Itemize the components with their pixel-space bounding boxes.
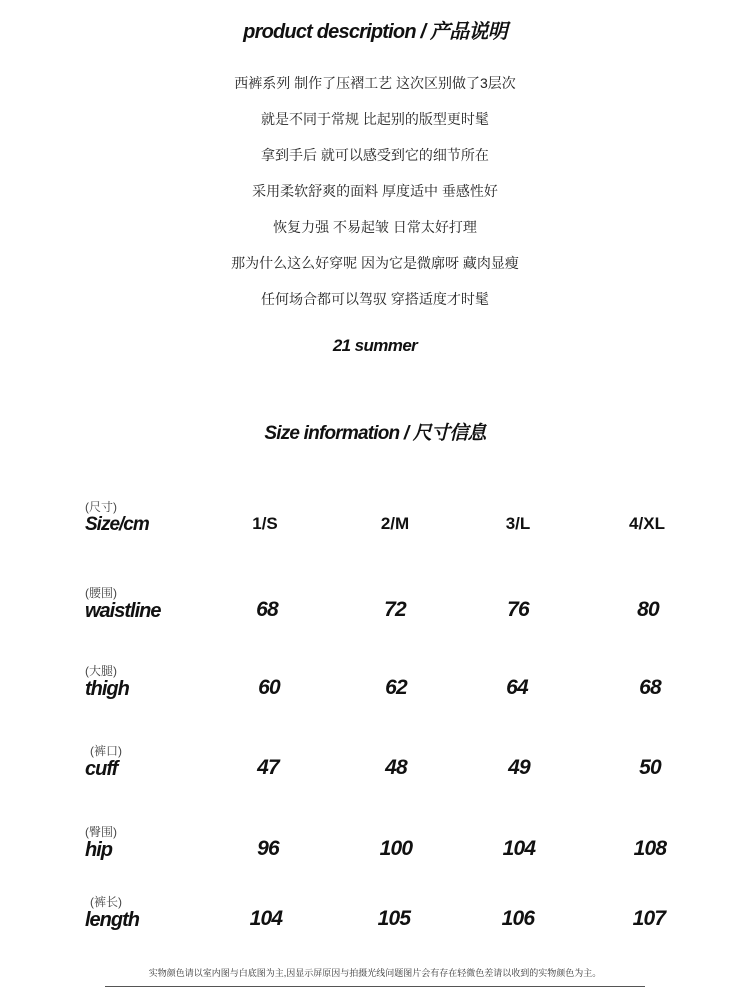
- color-disclaimer-footnote: 实物颜色请以室内图与白底图为主,因显示屏原因与拍摄光线问题图片会有存在轻微色差请以收到的实物颜色为主。: [148, 968, 602, 978]
- row-cn-label: (大腿): [85, 664, 117, 678]
- product-description-title: product description / 产品说明: [243, 21, 507, 43]
- size-value-cell: 72: [384, 598, 406, 621]
- size-row-thigh: [0, 662, 750, 712]
- season-label: 21 summer: [332, 336, 418, 355]
- row-en-label: waistline: [85, 600, 161, 622]
- size-value-cell: 64: [506, 676, 528, 699]
- description-line: 那为什么这么好穿呢 因为它是微廓呀 藏肉显瘦: [231, 255, 519, 271]
- size-row-length: [0, 893, 750, 943]
- size-value-cell: 106: [501, 907, 535, 930]
- size-value-cell: 108: [633, 837, 667, 860]
- row-en-label: hip: [85, 839, 112, 861]
- size-value-cell: 105: [377, 907, 411, 930]
- description-line: 西裤系列 制作了压褶工艺 这次区别做了3层次: [234, 75, 516, 91]
- description-line: 任何场合都可以驾驭 穿搭适度才时髦: [261, 291, 489, 307]
- size-value-cell: 96: [257, 837, 279, 860]
- size-value-cell: 49: [508, 756, 530, 779]
- size-value-cell: 60: [258, 676, 280, 699]
- row-cn-label: (腰围): [85, 586, 117, 600]
- row-cn-label: (裤口): [90, 744, 122, 758]
- row-en-label: length: [85, 909, 139, 931]
- size-value-cell: 104: [249, 907, 283, 930]
- size-value-cell: 80: [637, 598, 659, 621]
- footer-divider: [105, 986, 645, 987]
- size-column-header: 3/L: [505, 514, 531, 533]
- size-value-cell: 104: [502, 837, 536, 860]
- size-value-cell: 107: [632, 907, 666, 930]
- description-line: 采用柔软舒爽的面料 厚度适中 垂感性好: [252, 183, 498, 199]
- size-header-label: Size/cm: [85, 514, 149, 535]
- size-value-cell: 100: [379, 837, 413, 860]
- row-en-label: thigh: [85, 678, 129, 700]
- description-line: 恢复力强 不易起皱 日常太好打理: [273, 219, 477, 235]
- size-column-header: 4/XL: [629, 514, 665, 533]
- size-value-cell: 76: [507, 598, 529, 621]
- size-value-cell: 68: [639, 676, 661, 699]
- size-column-header: 2/M: [380, 514, 410, 533]
- size-row-cuff: [0, 742, 750, 792]
- description-line: 就是不同于常规 比起别的版型更时髦: [261, 111, 489, 127]
- size-information-title: Size information / 尺寸信息: [264, 423, 486, 444]
- size-column-header: 1/S: [252, 514, 278, 533]
- row-cn-label: (裤长): [90, 895, 122, 909]
- row-cn-label: (臀围): [85, 825, 117, 839]
- size-value-cell: 50: [639, 756, 661, 779]
- description-lines: [0, 72, 750, 324]
- size-value-cell: 48: [385, 756, 407, 779]
- description-line: 拿到手后 就可以感受到它的细节所在: [261, 147, 489, 163]
- size-row-hip: [0, 823, 750, 873]
- size-value-cell: 62: [385, 676, 407, 699]
- size-header-row: [0, 498, 750, 548]
- size-value-cell: 68: [256, 598, 278, 621]
- size-header-cn-label: (尺寸): [85, 500, 117, 514]
- size-value-cell: 47: [257, 756, 279, 779]
- row-en-label: cuff: [85, 758, 118, 780]
- size-row-waistline: [0, 584, 750, 634]
